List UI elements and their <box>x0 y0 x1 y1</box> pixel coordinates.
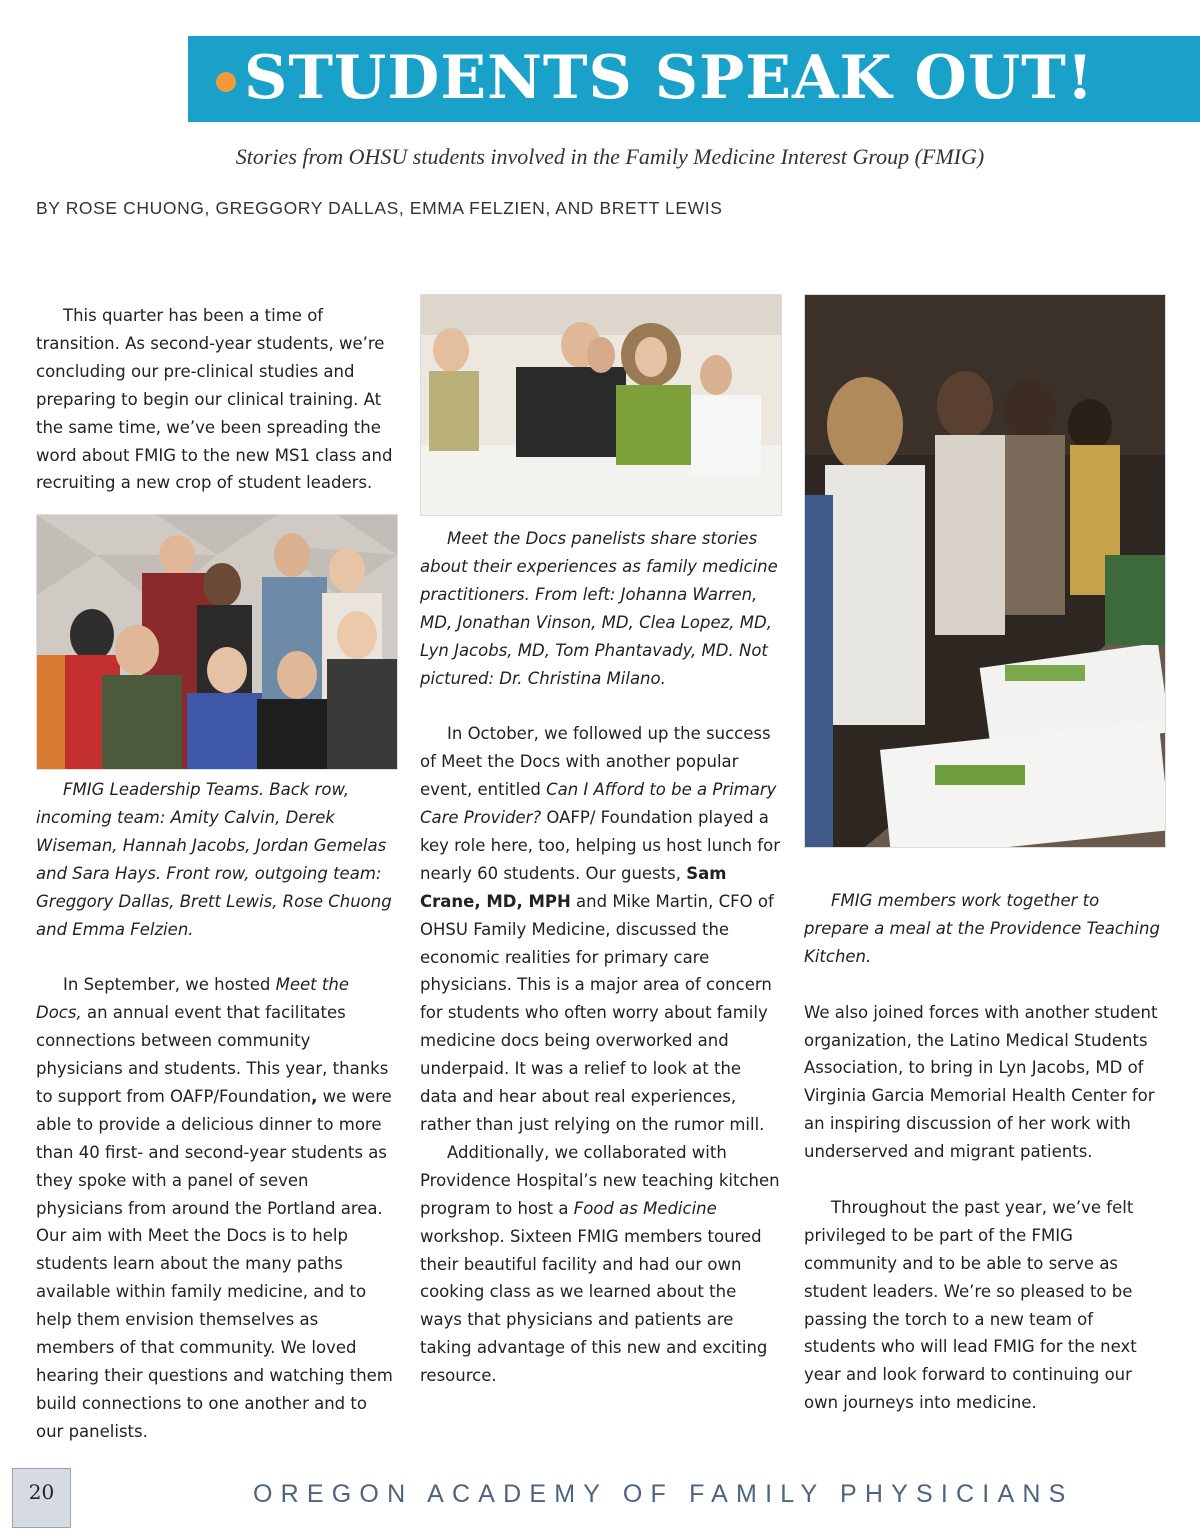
page-title: STUDENTS SPEAK OUT! <box>244 43 1095 113</box>
food-as-medicine-paragraph: Additionally, we collaborated with Providence Hospital’s new teaching kitchen program to host a Food as Medicine workshop. Sixteen FMIG members toured their beautiful facility and had our own cooking class as we learned about the ways that physicians and patients are taking advantage of this new and exciting resource. <box>420 1142 780 1386</box>
leadership-photo-caption: FMIG Leadership Teams. Back row, incoming team: Amity Calvin, Derek Wiseman, Hannah Jacobs, Jordan Gemelas and Sara Hays. Front row, outgoing team: Greggory Dallas, Brett Lewis, Rose Chuong and Emma Felzien. <box>36 780 392 939</box>
closing-paragraph: Throughout the past year, we’ve felt privileged to be part of the FMIG community and to be able to serve as student leaders. We’re so pleased to be passing the torch to a new team of students who will lead FMIG for the next year and look forward to continuing our own journeys into medicine. <box>804 1197 1137 1413</box>
meet-the-docs-paragraph: In September, we hosted Meet the Docs, an annual event that facilitates connections between community physicians and students. This year, thanks to support from OAFP/Foundation, we were able to provide a delicious dinner to more than 40 first- and second-year students as they spoke with a panel of seven physicians from around the Portland area. Our aim with Meet the Docs is to help students learn about the many paths available within family medicine, and to help them envision themselves as members of that community. We loved hearing their questions and watching them build connections to one another and to our panelists. <box>36 975 393 1441</box>
latino-students-paragraph: We also joined forces with another student organization, the Latino Medical Students Association, to bring in Lyn Jacobs, MD of Virginia Garcia Memorial Health Center for an inspiring discussion of her work with underserved and migrant patients. <box>804 1002 1158 1162</box>
kitchen-photo-caption: FMIG members work together to prepare a meal at the Providence Teaching Kitchen. <box>804 891 1160 966</box>
page-number: 20 <box>28 1480 55 1504</box>
organization-name: OREGON ACADEMY OF FAMILY PHYSICIANS <box>253 1480 1074 1508</box>
intro-paragraph: This quarter has been a time of transition. As second-year students, we’re concluding our pre-clinical studies and preparing to begin our clinical training. At the same time, we’ve been spreading the word about FMIG to the new MS1 class and recruiting a new crop of student leaders. <box>36 306 393 493</box>
byline: BY ROSE CHUONG, GREGGORY DALLAS, EMMA FELZIEN, AND BRETT LEWIS <box>36 198 723 218</box>
leadership-team-photo <box>36 514 398 770</box>
bullet-dot-icon <box>216 72 236 92</box>
teaching-kitchen-photo <box>804 294 1166 848</box>
meet-the-docs-photo <box>420 294 782 516</box>
column-1-lower <box>36 776 398 1446</box>
column-3 <box>804 887 1166 1417</box>
title-banner <box>188 36 1200 122</box>
column-1 <box>36 302 398 497</box>
column-2 <box>420 525 782 1390</box>
panelists-photo-caption: Meet the Docs panelists share stories about their experiences as family medicine practitioners. From left: Johanna Warren, MD, Jonathan Vinson, MD, Clea Lopez, MD, Lyn Jacobs, MD, Tom Phantavady, MD. Not pictured: Dr. Christina Milano. <box>420 529 778 688</box>
affordability-event-paragraph: In October, we followed up the success of Meet the Docs with another popular event, entitled Can I Afford to be a Primary Care Provider? OAFP/ Foundation played a key role here, too, helping us host lunch for nearly 60 students. Our guests, Sam Crane, MD, MPH and Mike Martin, CFO of OHSU Family Medicine, discussed the economic realities for primary care physicians. This is a major area of concern for students who often worry about family medicine docs being overworked and underpaid. It was a relief to look at the data and hear about real experiences, rather than just relying on the rumor mill. <box>420 724 780 1135</box>
subtitle: Stories from OHSU students involved in the Family Medicine Interest Group (FMIG) <box>235 144 985 169</box>
